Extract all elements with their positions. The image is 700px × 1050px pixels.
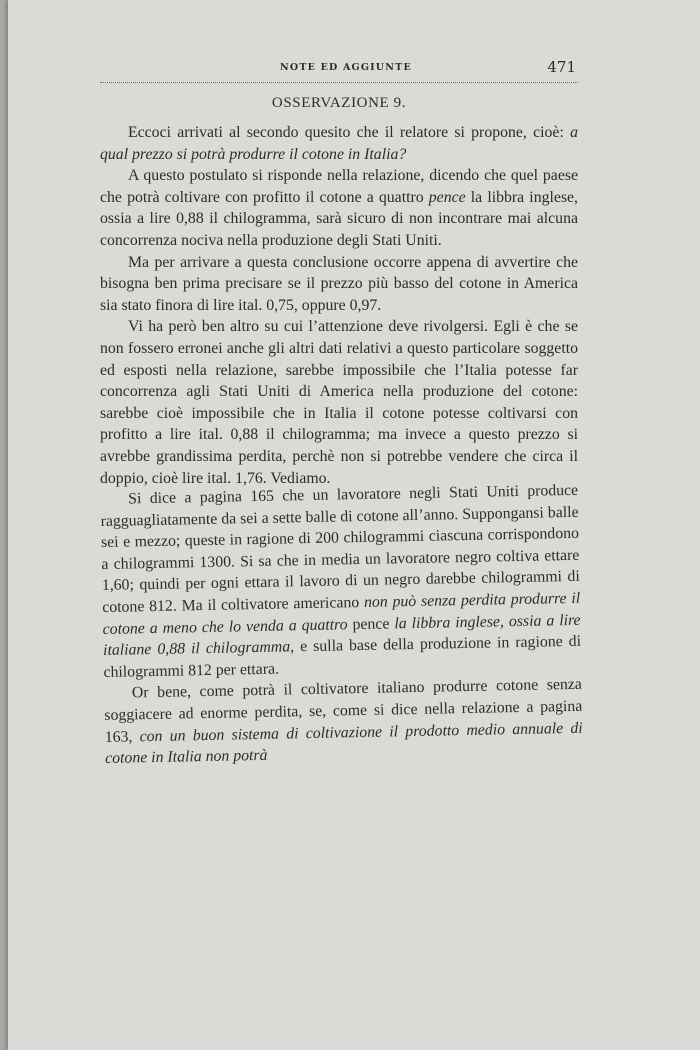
page-number: 471 [547, 58, 576, 76]
paragraph-2-italic: pence [428, 188, 466, 206]
paragraph-6 [104, 674, 584, 770]
paragraph-1-italic: a qual prezzo si potrà produrre il cotone in Italia? [100, 124, 578, 163]
paragraph-1-text: Eccoci arrivati al secondo quesito che il relatore si propone, cioè: [128, 124, 571, 141]
paragraph-2-text-a: A questo postulato si risponde nella relazione, dicendo che quel paese che potrà coltivare con profitto il cotone a quattro [100, 167, 578, 206]
paragraph-6-italic: con un buon sistema di coltivazione il prodotto medio annuale di cotone in Italia non potrà [105, 719, 583, 768]
paragraph-5-text-e: e sulla base della produzione in ragione di chilogrammi 812 per ettara. [103, 633, 582, 681]
paragraph-2 [100, 165, 578, 251]
page-content [100, 52, 583, 770]
paragraph-5 [100, 480, 582, 683]
paragraph-5-italic-d: la libbra inglese, ossia a lire italiane 0,88 il chilogramma, [102, 611, 581, 660]
book-page [8, 0, 700, 1050]
running-title: NOTE ED AGGIUNTE [280, 62, 412, 73]
paragraph-5-text-a: Si dice a pagina 165 che un lavoratore negli Stati Uniti produce ragguagliatamente da sei a sette balle di cotone all’anno. Suppongansi balle sei e mezzo; queste in ragione di 200 chilogrammi ciascuna corrispondono a chilogrammi 1300. Si sa che in media un lavoratore negro coltiva ettare 1,60; quindi per ogni ettara il lavoro di un negro darebbe chilogrammi di cotone 812. Ma il coltivatore americano [100, 481, 580, 617]
paragraph-1 [100, 122, 578, 165]
paragraph-3 [100, 252, 578, 317]
paragraph-5-italic-b: non può senza perdita produrre il cotone a meno che lo venda a quattro [102, 589, 581, 638]
paragraph-4-text: Vi ha però ben altro su cui l’attenzione deve rivolgersi. Egli è che se non fossero erronei anche gli altri dati relativi a questo particolare soggetto ed esposti nella relazione, sarebbe impossibile che l’Italia potesse far concorrenza agli Stati Uniti di America nella produzione del cotone: sarebbe cioè impossibile che in Italia il cotone potesse coltivarsi con profitto a lire ital. 0,88 il chilogramma; ma invece a questo prezzo si avrebbe grandissima perdita, perchè non si potrebbe vendere che circa il doppio, cioè lire ital. 1,76. Vediamo. [100, 318, 578, 487]
paragraph-6-text-a: Or bene, come potrà il coltivatore italiano produrre cotone senza soggiacere ad enorme perdita, se, come si dice nella relazione a pagina 163, [104, 676, 583, 746]
paragraph-4 [100, 316, 578, 489]
paragraph-2-text-c: la libbra inglese, ossia a lire 0,88 il chilogramma, sarà sicuro di non incontrare mai alcuna concorrenza nociva nella produzione degli Stati Uniti. [100, 188, 578, 249]
body-text [100, 122, 583, 770]
section-title: OSSERVAZIONE 9. [271, 95, 407, 111]
paragraph-5-text-c: pence [347, 615, 395, 633]
paragraph-3-text: Ma per arrivare a questa conclusione occorre appena di avvertire che bisogna ben prima precisare se il prezzo più basso del cotone in America sia stato finora di lire ital. 0,75, oppure 0,97. [100, 253, 578, 314]
running-header [100, 52, 578, 83]
skewed-block [100, 480, 583, 770]
